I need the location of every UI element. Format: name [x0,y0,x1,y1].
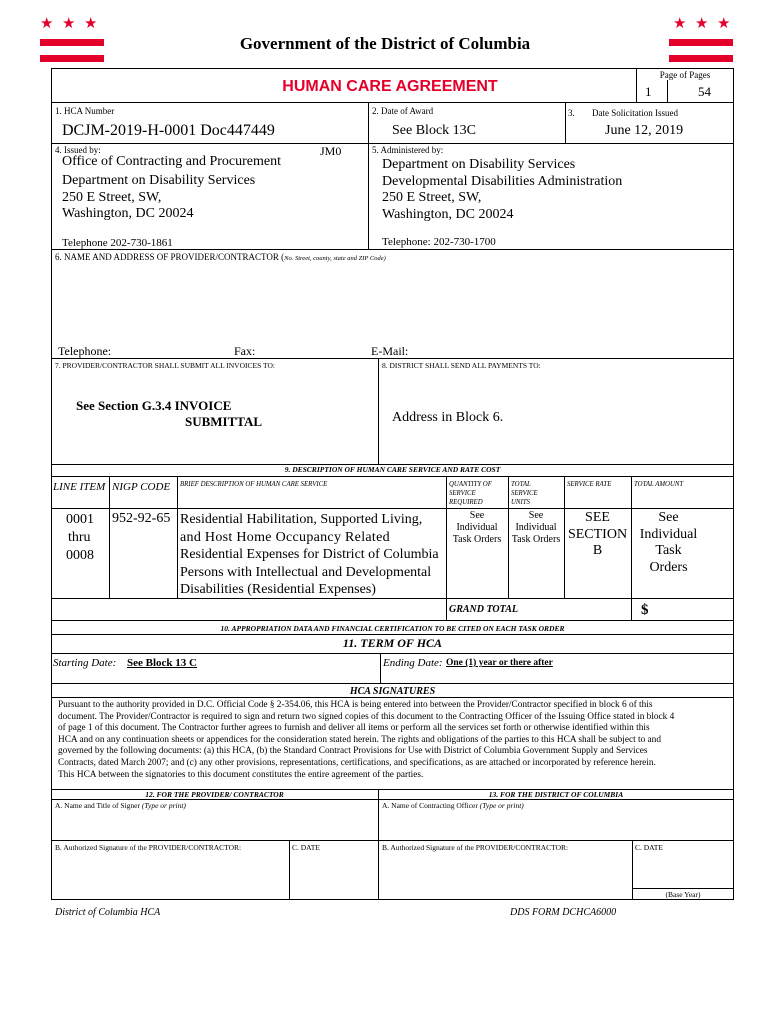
provider-address-label: 6. NAME AND ADDRESS OF PROVIDER/CONTRACTOR ( [55,252,285,262]
provider-signature-header: 12. FOR THE PROVIDER/ CONTRACTOR [145,790,284,799]
district-date-label: C. DATE [635,843,663,852]
issued-by-label: 4. Issued by: [55,145,101,155]
total-units-value: See Individual Task Orders [511,510,561,545]
star-icon: ★ [673,16,687,32]
footer-right: DDS FORM DCHCA6000 [510,907,617,918]
issued-by-telephone: Telephone 202-730-1861 [62,237,173,249]
administered-by-label: 5. Administered by: [372,145,444,155]
term-title: 11. TERM OF HCA [342,636,443,650]
total-pages: 54 [698,84,711,99]
page-of-pages-label: Page of Pages [659,70,711,80]
provider-fax-label: Fax: [234,344,256,358]
payment-address: Address in Block 6. [392,410,504,425]
col-description: BRIEF DESCRIPTION OF HUMAN CARE SERVICE [180,481,328,488]
administered-by-line: Developmental Disabilities Administration [382,174,623,189]
signatures-title: HCA SIGNATURES [349,686,436,697]
provider-signature-label: B. Authorized Signature of the PROVIDER/CONTRACTOR: [55,843,242,852]
star-icon: ★ [40,16,54,32]
grand-total-value: $ [641,602,649,618]
ending-date-label: Ending Date: [383,657,443,669]
date-solicitation-label: Date Solicitation Issued [592,108,678,118]
provider-address-note: No. Street, county, state and ZIP Code) [284,255,386,262]
issued-by-code: JM0 [320,144,342,158]
payment-label: 8. DISTRICT SHALL SEND ALL PAYMENTS TO: [382,361,541,370]
starting-date-label: Starting Date: [53,657,117,669]
invoice-line1: See Section G.3.4 INVOICE [76,398,232,413]
hca-number-value: DCJM-2019-H-0001 Doc447449 [62,122,275,139]
service-rate-value: SEE SECTION B [567,510,628,558]
star-icon: ★ [695,16,709,32]
signatures-paragraph: Pursuant to the authority provided in D.C. Official Code § 2-354.06, this HCA is being entered into between the Provider/Contractor specified in block 6 of this document. The Provider/Contractor is required to sign and return two signed copies of this document to the Contracting Officer of the Issuing Office stated in block 4 of page 1 of this document. The Contractor further agrees to furnish and deliver all items or perform all the services set forth or otherwise identified within this HCA and on any continuation sheets or appendices for the consideration stated herein. The rights and obligations of the parties to this HCA shall be subject to and governed by the following documents: (a) this HCA, (b) the Standard Contract Provisions for Use with District of Columbia Government Supply and Services Contracts, dated March 2007; and (c) any other provisions, representations, certifications, and specifications, as are attached or incorporated by reference herein. This HCA between the signatories to this document constitutes the entire agreement of the parties. [58,700,675,780]
administered-by-line: Washington, DC 20024 [382,207,514,222]
flag-bar [40,55,104,62]
district-signature-header: 13. FOR THE DISTRICT OF COLUMBIA [488,790,624,799]
col-total-units: TOTAL SERVICE UNITS [511,481,538,506]
hca-number-label: 1. HCA Number [55,106,115,116]
provider-telephone-label: Telephone: [58,344,112,358]
date-of-award-value: See Block 13C [392,123,476,138]
date-solicitation-value: June 12, 2019 [605,123,684,138]
total-amount-value: See Individual Task Orders [639,510,698,575]
star-icon: ★ [717,16,731,32]
nigp-code-value: 952-92-65 [112,511,171,526]
line-item-value: 0001 thru 0008 [66,512,94,563]
col-quantity: QUANTITY OF SERVICE REQUIRED [449,481,492,506]
block3-number: 3. [568,108,575,118]
appropriation-label: 10. APPROPRIATION DATA AND FINANCIAL CERTIFICATION TO BE CITED ON EACH TASK ORDER [220,624,565,633]
grand-total-label: GRAND TOTAL [449,604,518,615]
starting-date-value: See Block 13 C [127,657,197,669]
contracting-officer-label: A. Name of Contracting Officer (Type or print) [382,801,524,810]
footer-left: District of Columbia HCA [55,907,161,918]
issued-by-line: Office of Contracting and Procurement [62,154,282,169]
invoice-label: 7. PROVIDER/CONTRACTOR SHALL SUBMIT ALL INVOICES TO: [55,361,275,370]
administered-by-line: 250 E Street, SW, [382,190,482,205]
service-description: Residential Habilitation, Supported Living, and Host Home Occupancy Related Residential Expenses for District of Columbia Persons with Intellectual and Developmental Disabilities (Residential Expenses) [180,512,439,597]
col-line-item: LINE ITEM [53,481,106,493]
administered-by-line: Department on Disability Services [382,157,576,172]
service-table-title: 9. DESCRIPTION OF HUMAN CARE SERVICE AND RATE COST [284,465,501,474]
issued-by-line: 250 E Street, SW, [62,190,162,205]
government-title: Government of the District of Columbia [239,34,531,53]
date-of-award-label: 2. Date of Award [372,106,434,116]
star-icon: ★ [62,16,76,32]
page-number: 1 [645,84,652,99]
administered-by-telephone: Telephone: 202-730-1700 [382,236,496,248]
signer-name-label: A. Name and Title of Signer (Type or print) [55,801,186,810]
provider-date-label: C. DATE [292,843,320,852]
star-icon: ★ [84,16,98,32]
base-year-label: (Base Year) [665,890,701,899]
flag-bar [669,55,733,62]
col-nigp-code: NIGP CODE [112,481,171,493]
col-total-amount: TOTAL AMOUNT [634,481,684,488]
quantity-value: See Individual Task Orders [452,510,502,545]
issued-by-line: Washington, DC 20024 [62,206,194,221]
ending-date-value: One (1) year or there after [446,658,553,668]
provider-email-label: E-Mail: [371,344,409,358]
form-title: HUMAN CARE AGREEMENT [282,78,498,95]
invoice-line2: SUBMITTAL [185,414,263,429]
district-signature-label: B. Authorized Signature of the PROVIDER/CONTRACTOR: [382,843,569,852]
issued-by-line: Department on Disability Services [62,173,256,188]
col-service-rate: SERVICE RATE [567,481,612,488]
